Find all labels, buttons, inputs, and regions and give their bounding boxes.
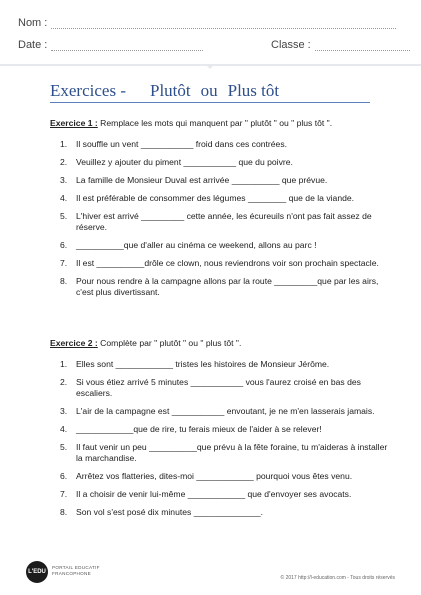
item-text: L'air de la campagne est ___________ envoutant, je ne m'en lasserais jamais. xyxy=(76,406,375,416)
date-field[interactable] xyxy=(51,41,203,51)
list-item: 5. L'hiver est arrivé _________ cette année, les écureuils n'ont pas fait assez de réserve. xyxy=(60,211,372,232)
exercise-2-heading xyxy=(50,338,395,349)
list-item: 3. La famille de Monsieur Duval est arrivée __________ que prévue. xyxy=(60,175,328,185)
exercise-2 xyxy=(50,338,395,525)
list-item: 3. L'air de la campagne est ___________ envoutant, je ne m'en lasserais jamais. xyxy=(60,406,375,416)
title-word-plus-tot: Plus tôt xyxy=(227,81,280,100)
item-text: La famille de Monsieur Duval est arrivée __________ que prévue. xyxy=(76,175,328,185)
item-text: Veuillez y ajouter du piment ___________ que du poivre. xyxy=(76,157,293,167)
item-text: Il est préférable de consommer des légumes ________ que de la viande. xyxy=(76,193,355,203)
list-item: 1. Elles sont ____________ tristes les histoires de Monsieur Jérôme. xyxy=(60,359,330,369)
item-text: Arrêtez vos flatteries, dites-moi ____________ pourquoi vous êtes venu. xyxy=(76,471,353,481)
item-text: L'hiver est arrivé _________ cette année, les écureuils n'ont pas fait assez de réserve. xyxy=(76,211,372,232)
item-text: Elles sont ____________ tristes les histoires de Monsieur Jérôme. xyxy=(76,359,330,369)
title-word-plutot: Plutôt xyxy=(149,81,191,100)
item-text: __________que d'aller au cinéma ce weekend, allons au parc ! xyxy=(76,240,317,250)
list-item: 2. Si vous étiez arrivé 5 minutes ___________ vous l'aurez croisé en bas des escaliers. xyxy=(60,377,361,398)
list-item: 5. Il faut venir un peu __________que prévu à la fête foraine, tu m'aideras à installer la marchandise. xyxy=(60,442,388,463)
exercise-1-instruction: Remplace les mots qui manquent par " plutôt " ou " plus tôt ". xyxy=(97,118,333,128)
item-text: Son vol s'est posé dix minutes ______________. xyxy=(76,507,264,517)
ledu-logo: L'EDU xyxy=(26,561,48,583)
list-item: 4. ____________que de rire, tu ferais mieux de l'aider à se relever! xyxy=(60,424,322,434)
title-prefix: Exercices - xyxy=(50,81,126,100)
exercise-2-label: Exercice 2 : xyxy=(50,338,98,348)
list-item: 6. Arrêtez vos flatteries, dites-moi ____________ pourquoi vous êtes venu. xyxy=(60,471,353,481)
list-item: 6. __________que d'aller au cinéma ce weekend, allons au parc ! xyxy=(60,240,317,250)
class-field[interactable] xyxy=(315,41,410,51)
date-line xyxy=(18,39,203,51)
item-text: Il souffle un vent ___________ froid dans ces contrées. xyxy=(76,139,288,149)
name-label: Nom : xyxy=(18,17,48,29)
item-text: Il faut venir un peu __________que prévu à la fête foraine, tu m'aideras à installer la marchandise. xyxy=(76,442,388,463)
name-line xyxy=(18,17,396,29)
class-label: Classe : xyxy=(271,39,311,51)
item-text: ____________que de rire, tu ferais mieux de l'aider à se relever! xyxy=(76,424,322,434)
date-label: Date : xyxy=(18,39,48,51)
item-text: Si vous étiez arrivé 5 minutes ___________ vous l'aurez croisé en bas des escaliers. xyxy=(76,377,361,398)
list-item: 8. Son vol s'est posé dix minutes ______________. xyxy=(60,507,264,517)
exercise-1 xyxy=(50,118,395,305)
title-word-ou: ou xyxy=(200,81,218,100)
footer-brand-line-2: FRANCOPHONE xyxy=(52,571,92,576)
header-notch xyxy=(205,64,215,69)
class-line xyxy=(271,39,410,51)
list-item: 8. Pour nous rendre à la campagne allons par la route _________que par les airs, c'est plus divertissant. xyxy=(60,276,379,297)
list-item: 7. Il est __________drôle ce clown, nous reviendrons voir son prochain spectacle. xyxy=(60,258,379,268)
item-text: Il a choisir de venir lui-même ____________ que d'envoyer ses avocats. xyxy=(76,489,352,499)
exercise-1-label: Exercice 1 : xyxy=(50,118,98,128)
name-field[interactable] xyxy=(51,19,396,29)
exercise-2-instruction: Complète par " plutôt " ou " plus tôt ". xyxy=(97,338,242,348)
item-text: Pour nous rendre à la campagne allons par la route _________que par les airs, c'est plus divertissant. xyxy=(76,276,379,297)
item-text: Il est __________drôle ce clown, nous reviendrons voir son prochain spectacle. xyxy=(76,258,379,268)
exercise-2-list xyxy=(50,359,395,518)
exercise-1-list xyxy=(50,139,395,298)
footer-brand xyxy=(52,565,100,577)
footer-brand-line-1: PORTAIL EDUCATIF xyxy=(52,565,100,570)
footer-copyright: © 2017 http://l-education.com - Tous droits réservés xyxy=(280,575,395,581)
list-item: 4. Il est préférable de consommer des légumes ________ que de la viande. xyxy=(60,193,355,203)
list-item: 2. Veuillez y ajouter du piment ___________ que du poivre. xyxy=(60,157,293,167)
list-item: 7. Il a choisir de venir lui-même ____________ que d'envoyer ses avocats. xyxy=(60,489,352,499)
exercise-1-heading xyxy=(50,118,395,129)
page-title xyxy=(50,81,370,103)
list-item: 1. Il souffle un vent ___________ froid dans ces contrées. xyxy=(60,139,288,149)
